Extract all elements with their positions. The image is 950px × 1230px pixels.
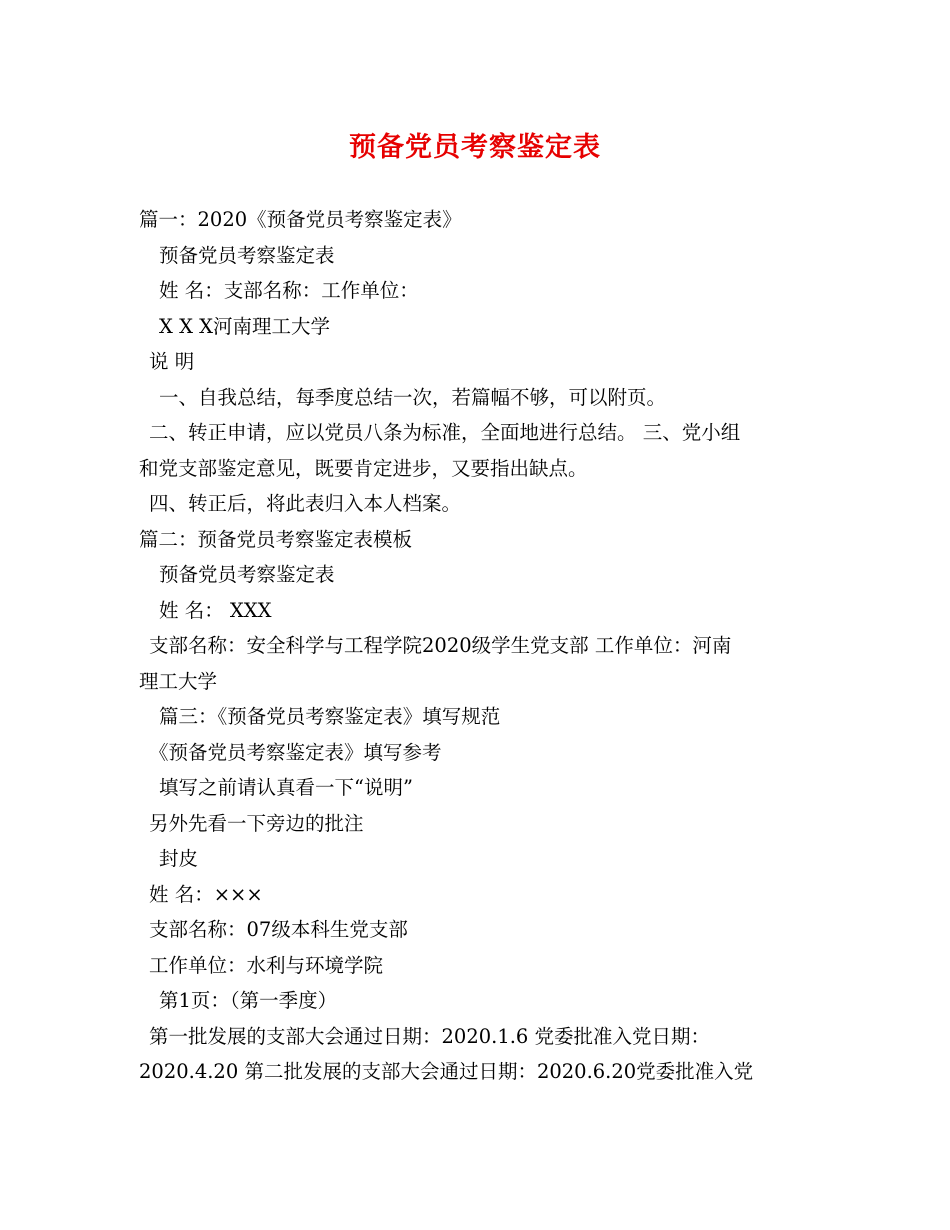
document-title: 预备党员考察鉴定表 — [349, 132, 601, 163]
body-line: 第一批发展的支部大会通过日期：2020.1.6 党委批准入党日期： — [149, 1024, 711, 1048]
body-line: 预备党员考察鉴定表 — [159, 243, 335, 267]
body-line: 篇一：2020《预备党员考察鉴定表》 — [139, 208, 462, 231]
body-line: 说 明 — [149, 350, 195, 373]
body-line: 《预备党员考察鉴定表》填写参考 — [149, 740, 442, 764]
body-line: 一、自我总结，每季度总结一次，若篇幅不够，可以附页。 — [159, 385, 667, 409]
document-body — [139, 202, 815, 1090]
body-line: 二、转正申请，应以党员八条为标准，全面地进行总结。 三、党小组 — [149, 421, 741, 444]
body-line: 2020.4.20 第二批发展的支部大会通过日期：2020.6.20党委批准入党 — [139, 1060, 754, 1083]
body-line: 和党支部鉴定意见，既要肯定进步，又要指出缺点。 — [139, 456, 588, 480]
body-line: 工作单位：水利与环境学院 — [149, 953, 384, 977]
body-line: 篇二：预备党员考察鉴定表模板 — [139, 527, 413, 551]
body-line: X X X河南理工大学 — [159, 314, 331, 338]
body-line: 填写之前请认真看一下“说明” — [159, 776, 413, 799]
body-line: 姓 名：××× — [149, 882, 263, 906]
body-line: 第1页：（第一季度） — [159, 989, 338, 1012]
body-line: 预备党员考察鉴定表 — [159, 563, 335, 586]
body-line: 篇三：《预备党员考察鉴定表》填写规范 — [159, 705, 501, 728]
body-line: 支部名称：安全科学与工程学院2020级学生党支部 工作单位：河南 — [149, 634, 732, 657]
body-line: 封皮 — [159, 847, 199, 870]
body-line: 姓 名：支部名称：工作单位： — [159, 279, 419, 302]
body-line: 理工大学 — [139, 669, 218, 693]
body-line: 四、转正后，将此表归入本人档案。 — [149, 492, 462, 515]
body-line: 姓 名： XXX — [159, 598, 272, 622]
body-line: 另外先看一下旁边的批注 — [149, 811, 364, 835]
body-line: 支部名称：07级本科生党支部 — [149, 918, 408, 941]
